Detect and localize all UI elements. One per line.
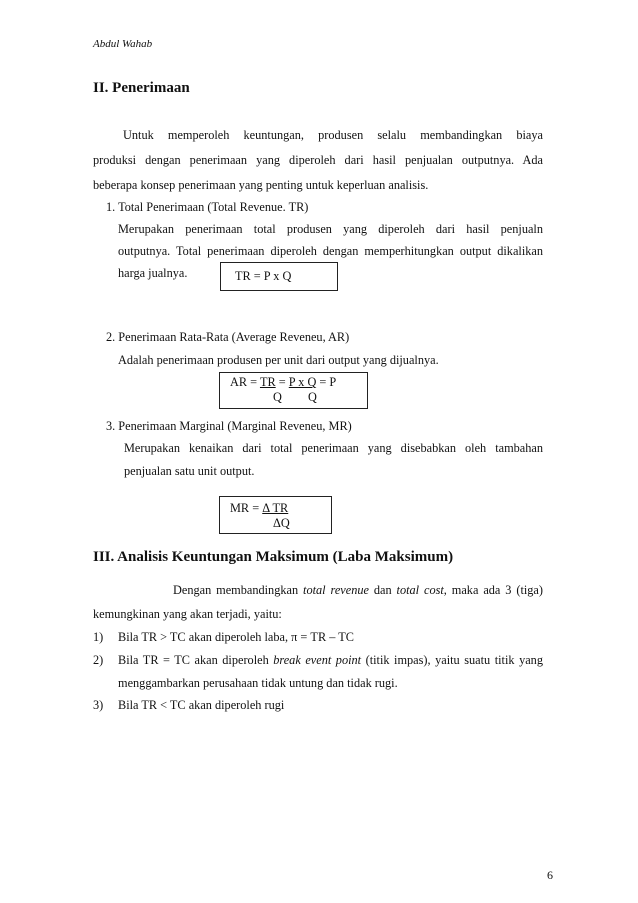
text-run: Bila TR = TC akan diperoleh [118, 653, 274, 667]
formula-denominator-2: Q [308, 390, 317, 404]
formula-numerator-line [230, 501, 288, 516]
case-text-continued: menggambarkan perusahaan tidak untung dan tidak rugi. [118, 676, 398, 690]
paragraph-line: beberapa konsep penerimaan yang penting untuk keperluan analisis. [93, 178, 429, 192]
formula-delta-tr: Δ TR [262, 501, 289, 515]
paragraph-line: penjualan satu unit output. [124, 464, 255, 478]
formula-denominator-1: Q [273, 390, 282, 404]
section-heading-analisis-keuntungan: III. Analisis Keuntungan Maksimum (Laba Maksimum) [93, 549, 454, 565]
term-total-revenue: total revenue [303, 583, 369, 597]
paragraph-line: Untuk memperoleh keuntungan, produsen selalu membandingkan biaya [123, 128, 543, 142]
list-item-heading: 2. Penerimaan Rata-Rata (Average Reveneu, AR) [106, 330, 350, 344]
text-run: dan [368, 583, 397, 597]
formula-lhs: AR = [230, 375, 260, 389]
case-text: Bila TR > TC akan diperoleh laba, π = TR – TC [118, 630, 354, 644]
formula-box-mr [219, 496, 332, 534]
formula-text: TR = P x Q [235, 269, 292, 283]
page-number: 6 [547, 868, 553, 882]
formula-box-ar [219, 372, 368, 409]
term-total-cost: total cost [396, 583, 444, 597]
term-break-event-point: break event point [273, 653, 362, 667]
paragraph-line: produksi dengan penerimaan yang diperoleh dari hasil penjualan outputnya. Ada [93, 153, 543, 167]
case-number: 3) [93, 698, 104, 712]
paragraph-line [173, 583, 543, 598]
case-number: 2) [93, 653, 104, 667]
text-run: (titik impas), yaitu suatu titik yang [361, 653, 543, 667]
text-run: Dengan membandingkan [173, 583, 304, 597]
paragraph-line: kemungkinan yang akan terjadi, yaitu: [93, 607, 282, 621]
formula-equals-p: = P [316, 375, 337, 389]
formula-delta-q: ΔQ [273, 516, 290, 530]
paragraph-line: Merupakan penerimaan total produsen yang diperoleh dari hasil penjualn [118, 222, 543, 236]
case-number: 1) [93, 630, 104, 644]
formula-numerator-line [230, 375, 336, 390]
formula-lhs: MR = [230, 501, 263, 515]
paragraph-line: Adalah penerimaan produsen per unit dari output yang dijualnya. [118, 353, 439, 367]
paragraph-line: harga jualnya. [118, 266, 188, 280]
list-item-heading: 3. Penerimaan Marginal (Marginal Reveneu, MR) [106, 419, 352, 433]
paragraph-line: Merupakan kenaikan dari total penerimaan yang disebabkan oleh tambahan [124, 441, 543, 455]
formula-box-tr [220, 262, 338, 291]
running-header-author: Abdul Wahab [93, 38, 153, 50]
case-text [118, 653, 543, 668]
formula-pxq: P x Q [288, 375, 317, 389]
text-run: , maka ada 3 (tiga) [443, 583, 543, 597]
paragraph-line: outputnya. Total penerimaan diperoleh dengan memperhitungkan output dikalikan [118, 244, 543, 258]
case-text: Bila TR < TC akan diperoleh rugi [118, 698, 285, 712]
list-item-heading: 1. Total Penerimaan (Total Revenue. TR) [106, 200, 309, 214]
formula-tr: TR [259, 375, 276, 389]
formula-equals: = [275, 375, 289, 389]
section-heading-penerimaan: II. Penerimaan [93, 80, 190, 96]
